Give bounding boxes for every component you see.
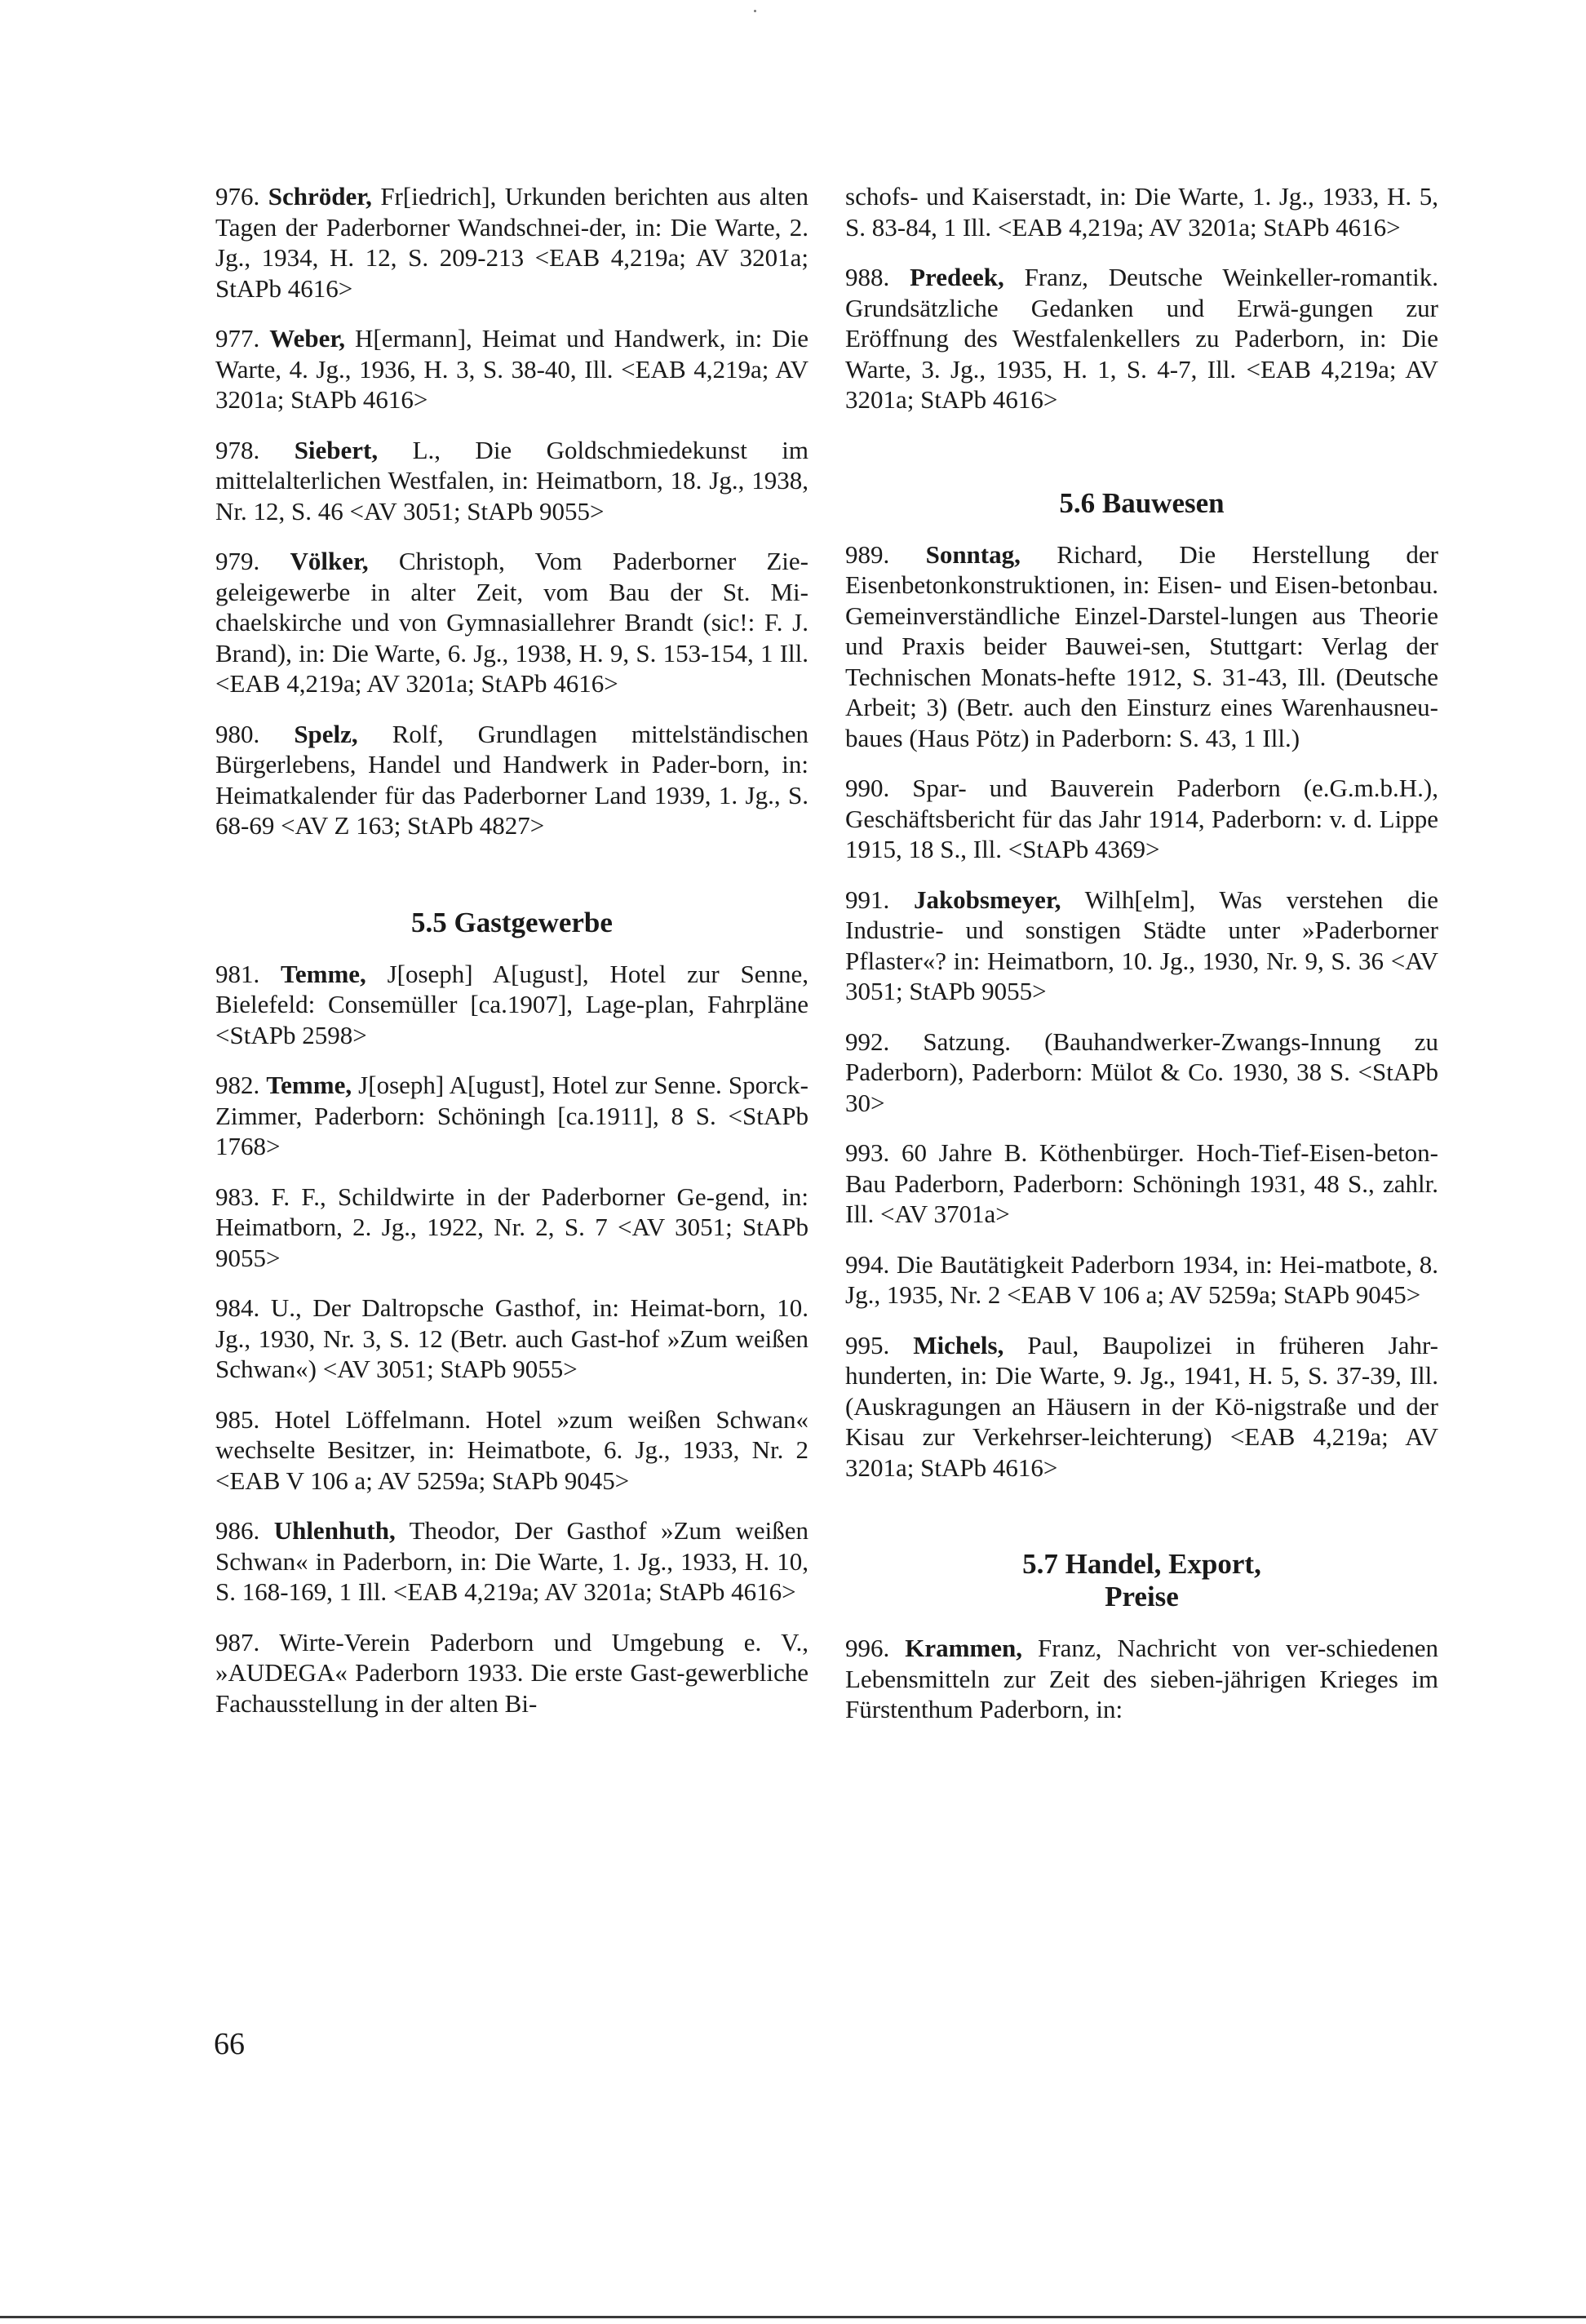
entry-author: Krammen,: [905, 1634, 1023, 1662]
entry-text: H[ermann], Heimat und Handwerk, in: Die Warte, 4. Jg., 1936, H. 3, S. 38-40, Ill. <EAB 4,219a; AV 3201a; StAPb 4616>: [215, 324, 809, 414]
entry-text: Paul, Baupolizei in früheren Jahr-hunderten, in: Die Warte, 9. Jg., 1941, H. 5, S. 37-39, Ill. (Auskragungen an Häusern in der Kö-nigstraße und der Kisau zur Verkehrser-leichterung) <EAB 4,219a; AV 3201a; StAPb 4616>: [845, 1330, 1438, 1482]
entry-number: 977.: [215, 324, 270, 353]
section-heading-bauwesen: 5.6 Bauwesen: [1059, 486, 1225, 519]
entry-number: 983.: [215, 1182, 272, 1211]
bibliography-entry-990: [845, 773, 1438, 865]
entry-text: Die Bautätigkeit Paderborn 1934, in: Hei-matbote, 8. Jg., 1935, Nr. 2 <EAB V 106 a; AV 5259a; StAPb 9045>: [845, 1249, 1438, 1309]
entry-number: 995.: [845, 1330, 914, 1359]
entry-text: 60 Jahre B. Köthenbürger. Hoch-Tief-Eisen-beton-Bau Paderborn, Paderborn: Schöningh 1931, 48 S., zahlr. Ill. <AV 3701a>: [845, 1138, 1439, 1228]
entry-text: L., Die Goldschmiedekunst im mittelalterlichen Westfalen, in: Heimatborn, 18. Jg., 1938, Nr. 12, S. 46 <AV 3051; StAPb 9055>: [215, 435, 809, 526]
entry-text: Rolf, Grundlagen mittelständischen Bürgerlebens, Handel und Handwerk in Pader-born, in: Heimatkalender für das Paderborner Land 1939, 1. Jg., S. 68-69 <AV Z 163; StAPb 4827>: [215, 719, 809, 840]
entry-number: 985.: [215, 1404, 275, 1434]
entry-text: Hotel Löffelmann. Hotel »zum weißen Schwan« wechselte Besitzer, in: Heimatbote, 6. Jg., 1933, Nr. 2 <EAB V 106 a; AV 5259a; StAPb 9045>: [215, 1404, 809, 1495]
entry-author: Uhlenhuth,: [273, 1516, 396, 1545]
entry-author: Völker,: [290, 547, 369, 575]
bibliography-entry-979: [215, 546, 809, 699]
entry-author: Jakobsmeyer,: [913, 885, 1061, 914]
entry-text: Richard, Die Herstellung der Eisenbetonkonstruktionen, in: Eisen- und Eisen-betonbau. Gemeinverständliche Einzel-Darstel-lungen aus Theorie und Praxis beider Bauwei-sen, Stuttgart: Verlag der Technischen Monats-hefte 1912, S. 31-43, Ill. (Deutsche Arbeit; 3) (Betr. auch den Einsturz eines Warenhausneu-baues (Haus Pötz) in Paderborn: S. 43, 1 Ill.): [845, 539, 1439, 752]
bibliography-entry-976: [215, 181, 809, 304]
bibliography-entry-980: [215, 719, 809, 841]
bibliography-entry-987: [215, 1627, 809, 1719]
entry-number: 993.: [845, 1138, 902, 1167]
entry-number: 984.: [215, 1293, 271, 1322]
entry-text: Christoph, Vom Paderborner Zie-geleigewerbe in alter Zeit, vom Bau der St. Mi-chaelskirche und von Gymnasiallehrer Brandt (sic!: F. J. Brand), in: Die Warte, 6. Jg., 1938, H. 9, S. 153-154, 1 Ill. <EAB 4,219a; AV 3201a; StAPb 4616>: [215, 547, 809, 698]
bibliography-entry-978: [215, 435, 809, 527]
bibliography-entry-996: [845, 1633, 1438, 1725]
entry-number: 996.: [845, 1634, 906, 1662]
entry-text: F. F., Schildwirte in der Paderborner Ge-gend, in: Heimatborn, 2. Jg., 1922, Nr. 2, S. 7 <AV 3051; StAPb 9055>: [215, 1182, 809, 1272]
entry-author: Siebert,: [294, 435, 379, 464]
entry-text: Wilh[elm], Was verstehen die Industrie- und sonstigen Städte unter »Paderborner Pflaster«? in: Heimatborn, 10. Jg., 1930, Nr. 9, S. 36 <AV 3051; StAPb 9055>: [845, 885, 1438, 1005]
entry-number: 976.: [215, 182, 268, 211]
entry-number: 987.: [215, 1627, 280, 1657]
entry-number: 979.: [215, 547, 290, 575]
entry-number: 988.: [845, 263, 910, 291]
bibliography-entry-985: [215, 1404, 809, 1497]
entry-author: Schröder,: [268, 182, 372, 211]
scan-edge-line: [0, 2316, 1586, 2318]
entry-text: Spar- und Bauverein Paderborn (e.G.m.b.H.), Geschäftsbericht für das Jahr 1914, Paderborn: v. d. Lippe 1915, 18 S., Ill. <StAPb 4369>: [845, 774, 1439, 863]
entry-number: 986.: [215, 1516, 274, 1545]
entry-author: Weber,: [269, 324, 345, 353]
section-heading-line-1: 5.7 Handel, Export,: [1022, 1548, 1261, 1580]
bibliography-entry-993: [845, 1138, 1438, 1230]
entry-author: Temme,: [281, 959, 366, 988]
entry-text: Wirte-Verein Paderborn und Umgebung e. V., »AUDEGA« Paderborn 1933. Die erste Gast-gewerbliche Fachausstellung in der alten Bi-: [215, 1627, 809, 1718]
entry-author: Predeek,: [910, 263, 1004, 291]
entry-text: Theodor, Der Gasthof »Zum weißen Schwan« in Paderborn, in: Die Warte, 1. Jg., 1933, H. 10, S. 168-169, 1 Ill. <EAB 4,219a; AV 3201a; StAPb 4616>: [215, 1516, 809, 1606]
entry-text: Fr[iedrich], Urkunden berichten aus alten Tagen der Paderborner Wandschnei-der, in: Die Warte, 2. Jg., 1934, H. 12, S. 209-213 <EAB 4,219a; AV 3201a; StAPb 4616>: [215, 182, 809, 303]
entry-number: 989.: [845, 539, 926, 569]
entry-text: J[oseph] A[ugust], Hotel zur Senne. Sporck-Zimmer, Paderborn: Schöningh [ca.1911], 8 S. <StAPb 1768>: [215, 1071, 809, 1160]
bibliography-entry-977: [215, 323, 809, 415]
entry-text: Franz, Nachricht von ver-schiedenen Lebensmitteln zur Zeit des sieben-jährigen Krieges im Fürstenthum Paderborn, in:: [845, 1634, 1438, 1723]
page-number: 66: [214, 2027, 245, 2061]
entry-number: 990.: [845, 774, 913, 802]
entry-text: Satzung. (Bauhandwerker-Zwangs-Innung zu Paderborn), Paderborn: Mülot & Co. 1930, 38 S. <StAPb 30>: [845, 1027, 1439, 1117]
entry-number: 992.: [845, 1027, 924, 1056]
bibliography-entry-981: [215, 959, 809, 1051]
entry-author: Michels,: [913, 1330, 1004, 1359]
entry-number: 978.: [215, 435, 295, 464]
bibliography-entry-982: [215, 1070, 809, 1162]
entry-text: Franz, Deutsche Weinkeller-romantik. Grundsätzliche Gedanken und Erwä-gungen zur Eröffnung des Westfalenkellers zu Paderborn, in: Die Warte, 3. Jg., 1935, H. 1, S. 4-7, Ill. <EAB 4,219a; AV 3201a; StAPb 4616>: [845, 263, 1438, 414]
entry-number: 981.: [215, 959, 281, 988]
bibliography-entry-989: [845, 539, 1438, 754]
entry-author: Spelz,: [294, 719, 358, 748]
entry-text: U., Der Daltropsche Gasthof, in: Heimat-born, 10. Jg., 1930, Nr. 3, S. 12 (Betr. auch Gast-hof »Zum weißen Schwan«) <AV 3051; StAPb 9055>: [215, 1293, 809, 1383]
section-heading-handel-export-preise: [845, 1548, 1438, 1613]
bibliography-entry-994: [845, 1249, 1438, 1311]
entry-number: 980.: [215, 719, 295, 748]
scan-speck: [754, 10, 756, 12]
left-column: [215, 181, 809, 1738]
bibliography-entry-995: [845, 1330, 1438, 1484]
entry-author: Sonntag,: [925, 539, 1021, 569]
bibliography-entry-988: [845, 262, 1438, 415]
bibliography-entry-992: [845, 1027, 1438, 1119]
bibliography-entry-991: [845, 885, 1438, 1007]
section-heading-line-2: Preise: [1105, 1581, 1179, 1612]
entry-number: 991.: [845, 885, 914, 914]
entry-number: 994.: [845, 1249, 897, 1279]
entry-author: Temme,: [266, 1071, 352, 1099]
bibliography-entry-987-continuation: schofs- und Kaiserstadt, in: Die Warte, 1. Jg., 1933, H. 5, S. 83-84, 1 Ill. <EAB 4,219a; AV 3201a; StAPb 4616>: [845, 182, 1438, 242]
right-column: [845, 181, 1438, 1745]
bibliography-entry-983: [215, 1182, 809, 1274]
bibliography-entry-984: [215, 1293, 809, 1385]
entry-number: 982.: [215, 1071, 267, 1099]
entry-text: J[oseph] A[ugust], Hotel zur Senne, Bielefeld: Consemüller [ca.1907], Lage-plan, Fahrpläne <StAPb 2598>: [215, 959, 809, 1049]
bibliography-entry-986: [215, 1515, 809, 1608]
section-heading-gastgewerbe: 5.5 Gastgewerbe: [411, 906, 613, 938]
